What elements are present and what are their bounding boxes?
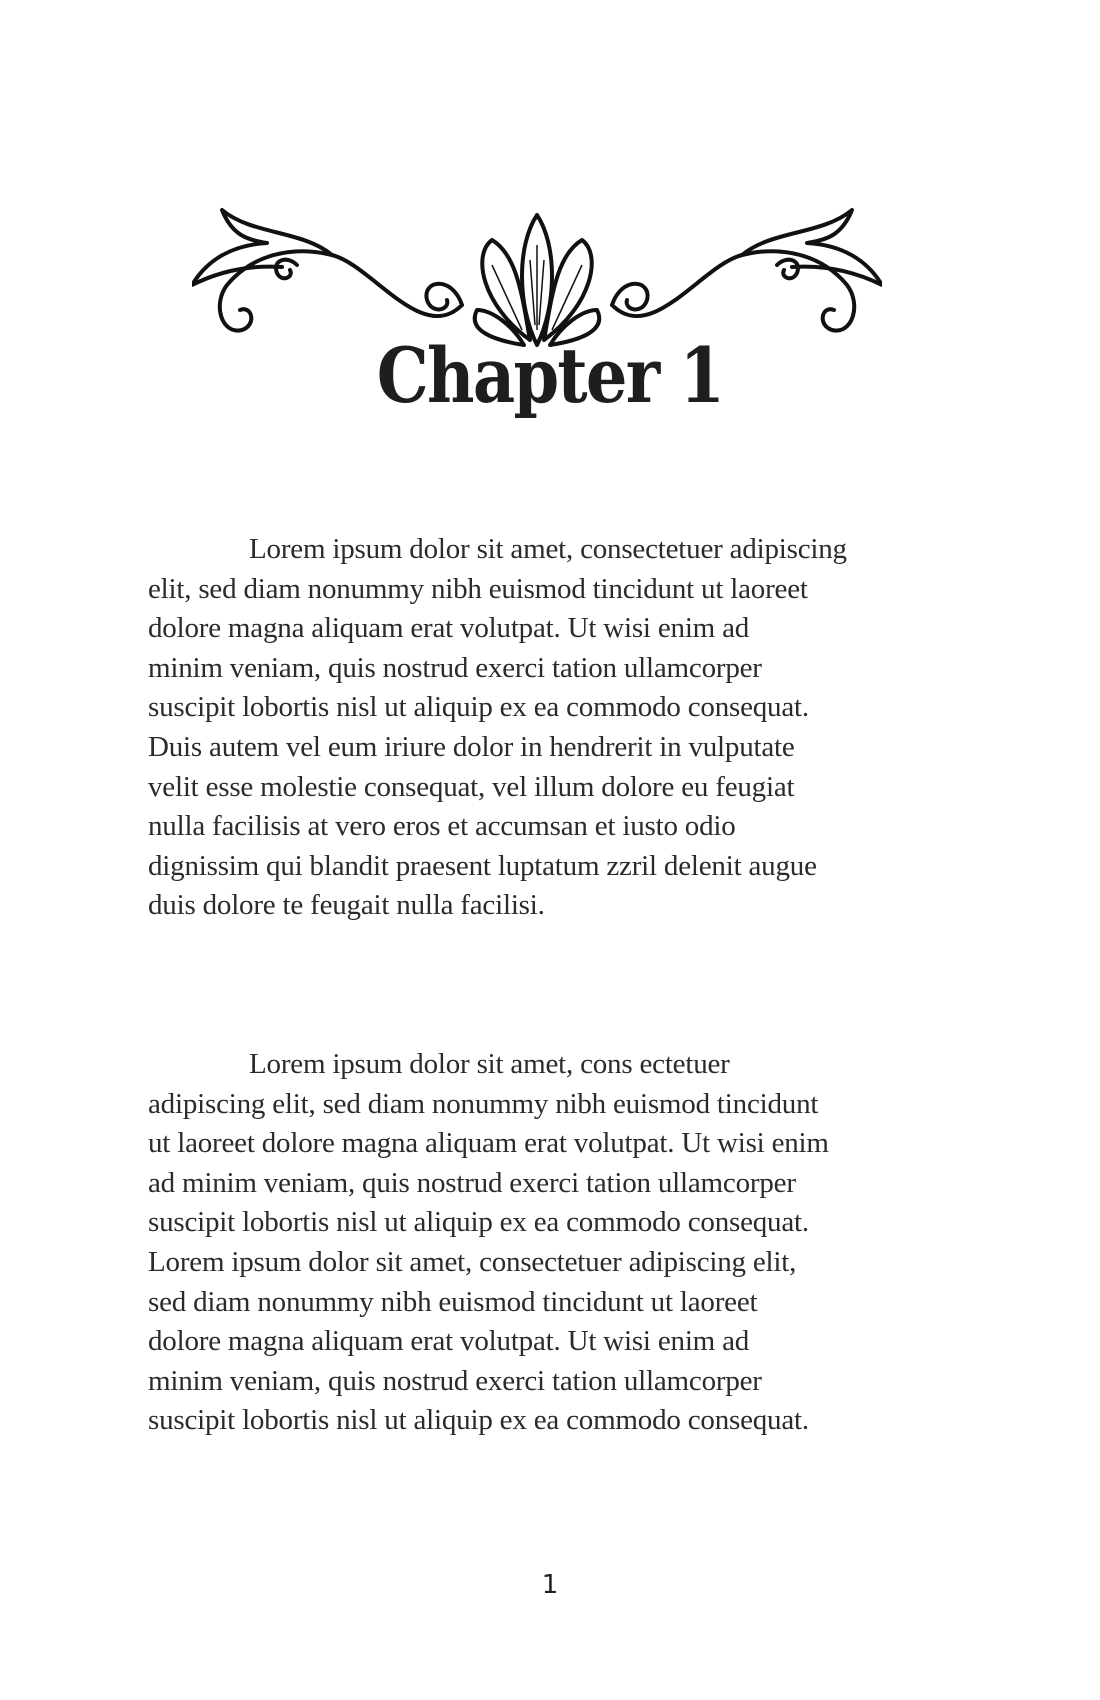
text-line: Lorem ipsum dolor sit amet, consectetuer adipiscing [249,533,847,565]
text-line: suscipit lobortis nisl ut aliquip ex ea commodo consequat. [148,1404,809,1437]
paragraph-2 [148,1045,988,1441]
page-number: 1 [541,1570,559,1600]
text-line: duis dolore te feugait nulla facilisi. [148,889,545,922]
text-line: adipiscing elit, sed diam nonummy nibh euismod tincidunt [148,1087,819,1120]
text-line: suscipit lobortis nisl ut aliquip ex ea commodo consequat. [148,691,809,724]
text-line: minim veniam, quis nostrud exerci tation ullamcorper [148,651,762,684]
paragraph-1 [148,530,988,926]
text-line: ut laoreet dolore magna aliquam erat volutpat. Ut wisi enim [148,1127,829,1160]
text-line: elit, sed diam nonummy nibh euismod tincidunt ut laoreet [148,572,808,605]
text-line: nulla facilisis at vero eros et accumsan et iusto odio [148,810,736,843]
text-line: Lorem ipsum dolor sit amet, consectetuer adipiscing elit, [148,1245,797,1278]
text-line: dolore magna aliquam erat volutpat. Ut wisi enim ad [148,1325,750,1358]
text-line: suscipit lobortis nisl ut aliquip ex ea commodo consequat. [148,1206,809,1239]
text-line: ad minim veniam, quis nostrud exerci tation ullamcorper [148,1166,796,1199]
text-line: sed diam nonummy nibh euismod tincidunt ut laoreet [148,1285,758,1318]
text-line: dignissim qui blandit praesent luptatum zzril delenit augue [148,849,817,882]
text-line: Lorem ipsum dolor sit amet, cons ectetuer [249,1048,730,1080]
text-line: minim veniam, quis nostrud exerci tation ullamcorper [148,1364,762,1397]
chapter-title: Chapter 1 [376,331,724,420]
text-line: Duis autem vel eum iriure dolor in hendrerit in vulputate [148,730,795,763]
text-line: velit esse molestie consequat, vel illum dolore eu feugiat [148,770,795,803]
text-line: dolore magna aliquam erat volutpat. Ut wisi enim ad [148,612,750,645]
